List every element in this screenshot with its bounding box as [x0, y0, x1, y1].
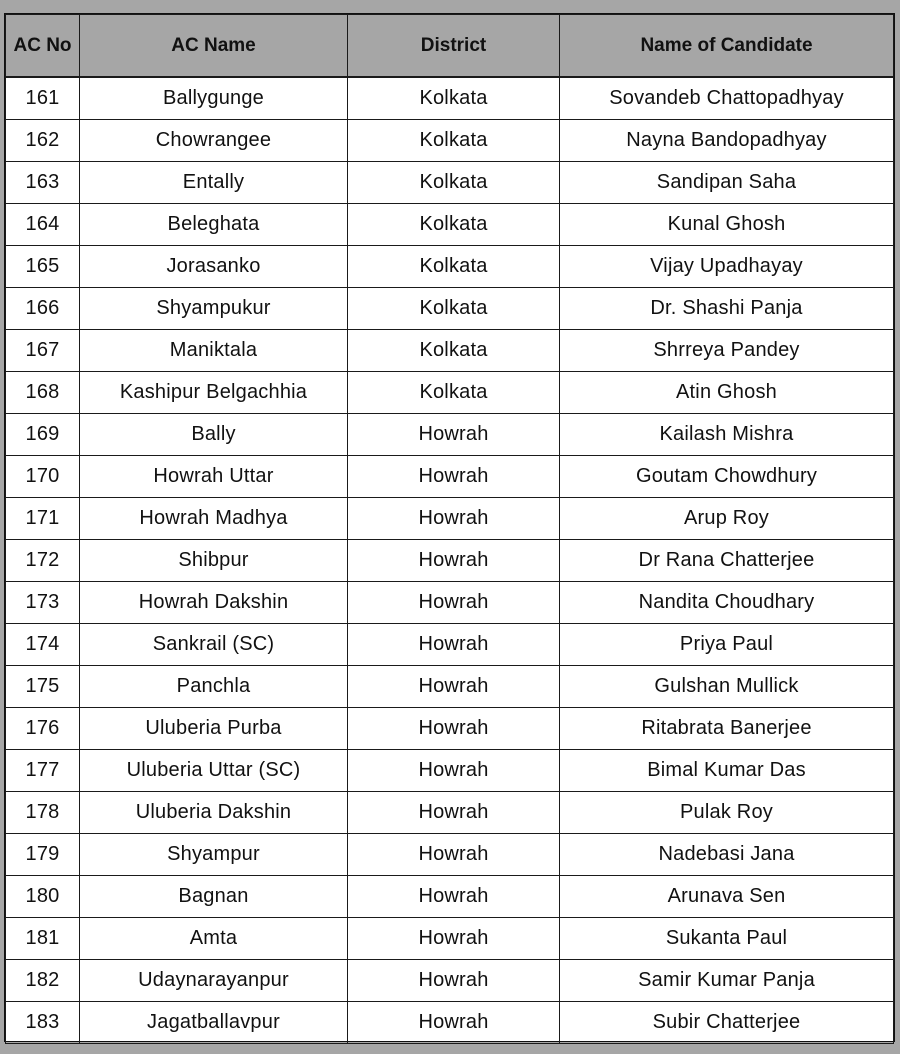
ac-no-cell: 168 [6, 372, 80, 414]
candidate-name-cell: Subir Chatterjee [560, 1002, 894, 1044]
candidate-name-cell: Arup Roy [560, 498, 894, 540]
district-cell: Howrah [348, 1002, 560, 1044]
ac-name-cell: Uluberia Uttar (SC) [80, 750, 348, 792]
ac-name-cell: Howrah Dakshin [80, 582, 348, 624]
ac-no-cell: 183 [6, 1002, 80, 1044]
ac-no-cell: 175 [6, 666, 80, 708]
district-cell: Howrah [348, 498, 560, 540]
candidate-name-cell: Gulshan Mullick [560, 666, 894, 708]
ac-no-cell: 173 [6, 582, 80, 624]
ac-name-cell: Panchla [80, 666, 348, 708]
ac-name-cell: Shyampur [80, 834, 348, 876]
candidate-name-cell: Bimal Kumar Das [560, 750, 894, 792]
ac-no-cell: 164 [6, 204, 80, 246]
table-row [6, 288, 894, 330]
district-cell: Kolkata [348, 162, 560, 204]
ac-name-cell: Bagnan [80, 876, 348, 918]
candidate-name-cell: Arunava Sen [560, 876, 894, 918]
candidate-name-cell: Sukanta Paul [560, 918, 894, 960]
district-cell: Howrah [348, 918, 560, 960]
district-cell: Kolkata [348, 204, 560, 246]
candidate-name-cell: Shrreya Pandey [560, 330, 894, 372]
district-cell: Kolkata [348, 120, 560, 162]
ac-no-cell: 172 [6, 540, 80, 582]
ac-no-cell: 179 [6, 834, 80, 876]
ac-name-cell: Shibpur [80, 540, 348, 582]
candidate-name-cell: Priya Paul [560, 624, 894, 666]
ac-name-cell: Bally [80, 414, 348, 456]
candidate-table [5, 14, 894, 1044]
ac-name-cell: Udaynarayanpur [80, 960, 348, 1002]
ac-no-cell: 181 [6, 918, 80, 960]
district-cell: Howrah [348, 792, 560, 834]
table-row [6, 456, 894, 498]
candidate-name-cell: Samir Kumar Panja [560, 960, 894, 1002]
table-row [6, 246, 894, 288]
candidate-name-cell: Nandita Choudhary [560, 582, 894, 624]
table-row [6, 162, 894, 204]
ac-name-cell: Shyampukur [80, 288, 348, 330]
table-row [6, 960, 894, 1002]
district-cell: Howrah [348, 666, 560, 708]
table-row [6, 582, 894, 624]
candidate-name-cell: Vijay Upadhayay [560, 246, 894, 288]
header-candidate-name: Name of Candidate [560, 15, 894, 78]
ac-name-cell: Uluberia Purba [80, 708, 348, 750]
table-row [6, 77, 894, 120]
ac-name-cell: Jorasanko [80, 246, 348, 288]
district-cell: Howrah [348, 876, 560, 918]
ac-no-cell: 180 [6, 876, 80, 918]
candidate-name-cell: Kunal Ghosh [560, 204, 894, 246]
ac-name-cell: Beleghata [80, 204, 348, 246]
candidate-name-cell: Sandipan Saha [560, 162, 894, 204]
ac-no-cell: 182 [6, 960, 80, 1002]
ac-no-cell: 167 [6, 330, 80, 372]
header-ac-name: AC Name [80, 15, 348, 78]
ac-name-cell: Ballygunge [80, 77, 348, 120]
candidate-name-cell: Nayna Bandopadhyay [560, 120, 894, 162]
table-row [6, 792, 894, 834]
candidate-name-cell: Sovandeb Chattopadhyay [560, 77, 894, 120]
district-cell: Howrah [348, 456, 560, 498]
ac-no-cell: 176 [6, 708, 80, 750]
candidate-name-cell: Atin Ghosh [560, 372, 894, 414]
header-district: District [348, 15, 560, 78]
table-row [6, 372, 894, 414]
district-cell: Howrah [348, 750, 560, 792]
ac-no-cell: 165 [6, 246, 80, 288]
ac-no-cell: 161 [6, 77, 80, 120]
candidate-table-frame [4, 13, 895, 1042]
header-ac-no: AC No [6, 15, 80, 78]
ac-name-cell: Sankrail (SC) [80, 624, 348, 666]
ac-name-cell: Kashipur Belgachhia [80, 372, 348, 414]
ac-name-cell: Uluberia Dakshin [80, 792, 348, 834]
table-row [6, 834, 894, 876]
ac-name-cell: Howrah Madhya [80, 498, 348, 540]
candidate-name-cell: Dr. Shashi Panja [560, 288, 894, 330]
table-row [6, 918, 894, 960]
table-row [6, 540, 894, 582]
candidate-name-cell: Goutam Chowdhury [560, 456, 894, 498]
table-row [6, 414, 894, 456]
ac-no-cell: 171 [6, 498, 80, 540]
ac-name-cell: Howrah Uttar [80, 456, 348, 498]
table-row [6, 708, 894, 750]
ac-no-cell: 163 [6, 162, 80, 204]
ac-no-cell: 178 [6, 792, 80, 834]
district-cell: Kolkata [348, 288, 560, 330]
ac-name-cell: Maniktala [80, 330, 348, 372]
ac-no-cell: 162 [6, 120, 80, 162]
district-cell: Kolkata [348, 330, 560, 372]
table-row [6, 666, 894, 708]
ac-no-cell: 170 [6, 456, 80, 498]
district-cell: Howrah [348, 624, 560, 666]
table-row [6, 204, 894, 246]
district-cell: Howrah [348, 960, 560, 1002]
table-row [6, 624, 894, 666]
table-row [6, 1002, 894, 1044]
district-cell: Kolkata [348, 372, 560, 414]
district-cell: Howrah [348, 582, 560, 624]
district-cell: Kolkata [348, 77, 560, 120]
table-row [6, 876, 894, 918]
district-cell: Howrah [348, 834, 560, 876]
candidate-name-cell: Ritabrata Banerjee [560, 708, 894, 750]
table-row [6, 498, 894, 540]
ac-no-cell: 166 [6, 288, 80, 330]
ac-name-cell: Jagatballavpur [80, 1002, 348, 1044]
district-cell: Kolkata [348, 246, 560, 288]
table-header [6, 15, 894, 78]
ac-no-cell: 177 [6, 750, 80, 792]
table-row [6, 330, 894, 372]
ac-no-cell: 169 [6, 414, 80, 456]
table-body [6, 77, 894, 1044]
header-row [6, 15, 894, 78]
ac-name-cell: Chowrangee [80, 120, 348, 162]
ac-name-cell: Entally [80, 162, 348, 204]
district-cell: Howrah [348, 540, 560, 582]
ac-name-cell: Amta [80, 918, 348, 960]
candidate-name-cell: Nadebasi Jana [560, 834, 894, 876]
district-cell: Howrah [348, 414, 560, 456]
candidate-name-cell: Kailash Mishra [560, 414, 894, 456]
ac-no-cell: 174 [6, 624, 80, 666]
table-row [6, 750, 894, 792]
table-row [6, 120, 894, 162]
candidate-name-cell: Pulak Roy [560, 792, 894, 834]
district-cell: Howrah [348, 708, 560, 750]
candidate-name-cell: Dr Rana Chatterjee [560, 540, 894, 582]
